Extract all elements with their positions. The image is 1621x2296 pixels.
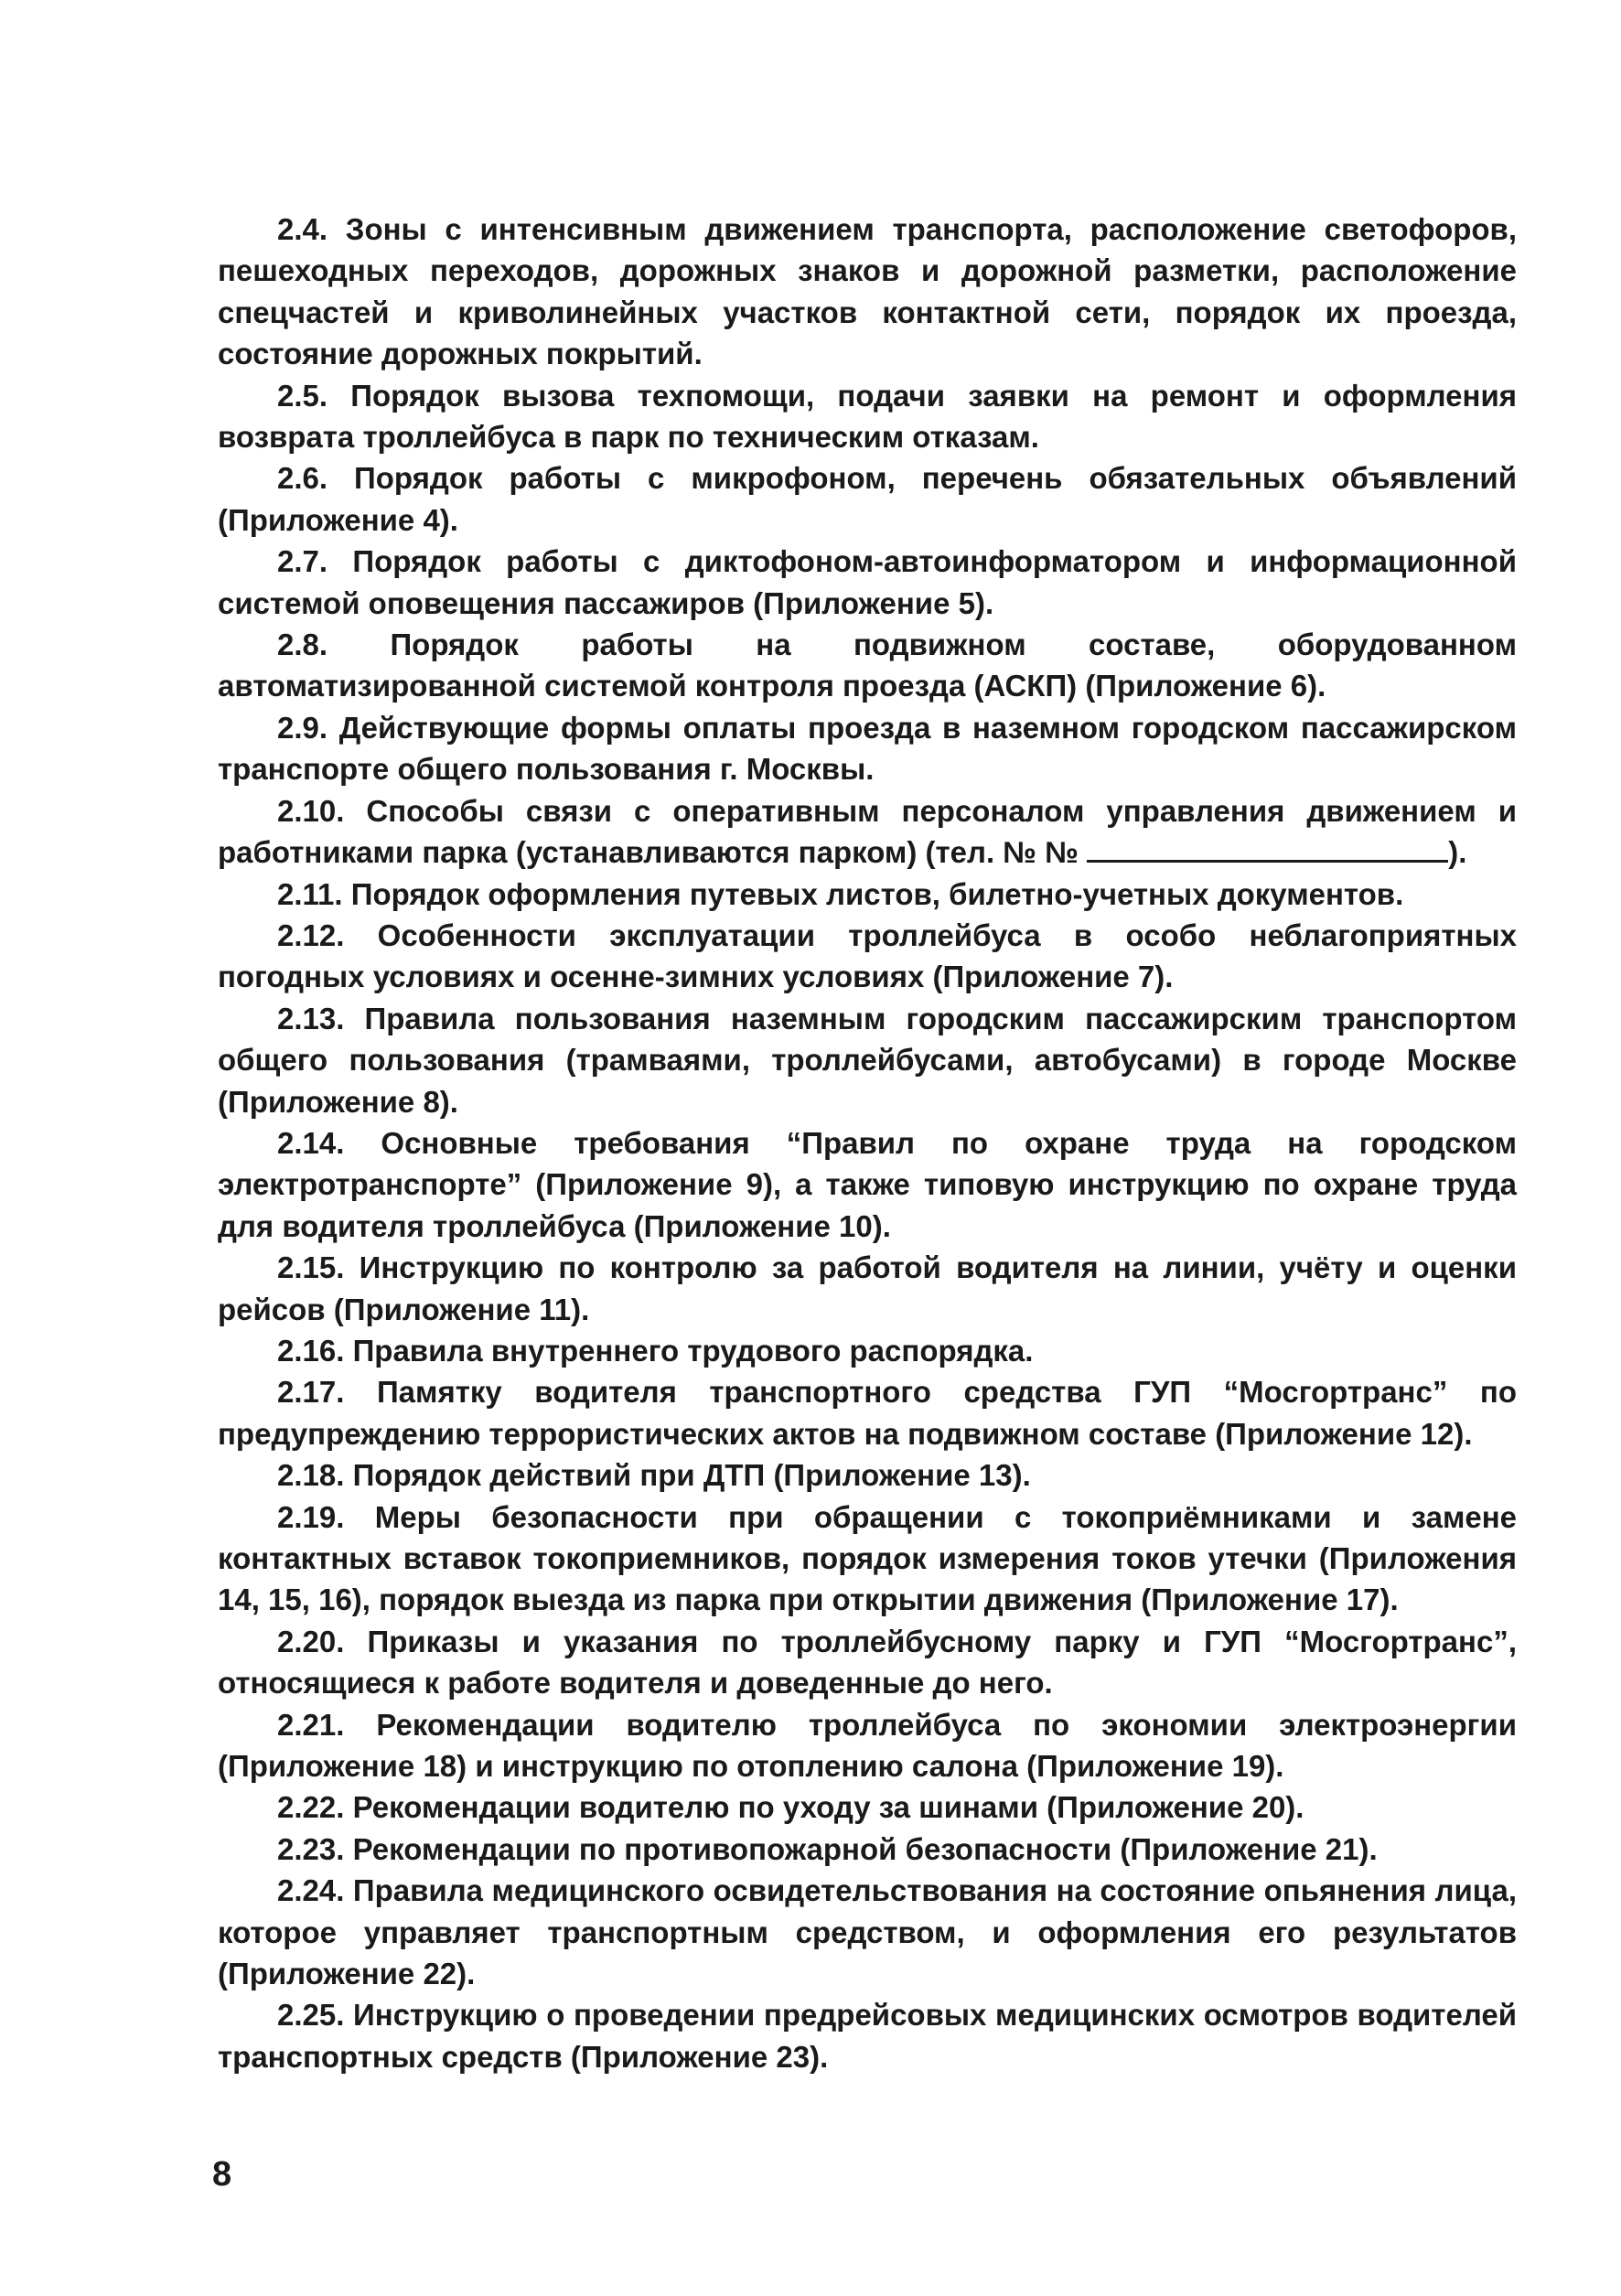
- paragraph-2-18: 2.18. Порядок действий при ДТП (Приложение 13).: [277, 1458, 1031, 1493]
- paragraph-2-8: 2.8. Порядок работы на подвижном составе, оборудованном автоматизированной системой контроля проезда (АСКП) (Приложение 6).: [218, 628, 1517, 703]
- paragraph-2-10-end: ).: [1448, 835, 1467, 870]
- paragraph-2-20: 2.20. Приказы и указания по троллейбусному парку и ГУП “Мосгортранс”, относящиеся к работе водителя и доведенные до него.: [218, 1624, 1517, 1701]
- paragraph-2-14: 2.14. Основные требования “Правил по охране труда на городском электротранспорте” (Приложение 9), а также типовую инструкцию по охране труда для водителя троллейбуса (Приложение 10).: [218, 1125, 1517, 1243]
- paragraph-2-12: 2.12. Особенности эксплуатации троллейбуса в особо неблагоприятных погодных условиях и осенне-зимних условиях (Приложение 7).: [218, 917, 1517, 994]
- document-body: [218, 209, 1517, 2077]
- paragraph-2-23: 2.23. Рекомендации по противопожарной безопасности (Приложение 21).: [277, 1831, 1378, 1866]
- paragraph-2-7: 2.7. Порядок работы с диктофоном-автоинформатором и информационной системой оповещения пассажиров (Приложение 5).: [218, 544, 1517, 620]
- paragraph-2-24: 2.24. Правила медицинского освидетельствования на состояние опьянения лица, которое управляет транспортным средством, и оформления его результатов (Приложение 22).: [218, 1873, 1517, 1991]
- paragraph-2-6: 2.6. Порядок работы с микрофоном, перечень обязательных объявлений (Приложение 4).: [218, 461, 1517, 537]
- paragraph-2-15: 2.15. Инструкцию по контролю за работой водителя на линии, учёту и оценки рейсов (Приложение 11).: [218, 1250, 1517, 1326]
- paragraph-2-21: 2.21. Рекомендации водителю троллейбуса по экономии электроэнергии (Приложение 18) и инструкцию по отоплению салона (Приложение 19).: [218, 1707, 1517, 1784]
- paragraph-2-19: 2.19. Меры безопасности при обращении с токоприёмниками и замене контактных вставок токоприемников, порядок измерения токов утечки (Приложения 14, 15, 16), порядок выезда из парка при открытии движения (Приложение 17).: [218, 1499, 1517, 1617]
- paragraph-2-11: 2.11. Порядок оформления путевых листов, билетно-учетных документов.: [277, 876, 1404, 911]
- page-number: 8: [212, 2155, 232, 2194]
- phone-blank-line: [1087, 832, 1448, 863]
- paragraph-2-22: 2.22. Рекомендации водителю по уходу за шинами (Приложение 20).: [277, 1790, 1304, 1825]
- paragraph-2-9: 2.9. Действующие формы оплаты проезда в наземном городском пассажирском транспорте общего пользования г. Москвы.: [218, 710, 1517, 787]
- paragraph-2-4: 2.4. Зоны с интенсивным движением транспорта, расположение светофоров, пешеходных переходов, дорожных знаков и дорожной разметки, расположение спецчастей и криволинейных участков контактной сети, порядок их проезда, состояние дорожных покрытий.: [218, 212, 1517, 371]
- paragraph-2-13: 2.13. Правила пользования наземным городским пассажирским транспортом общего пользования (трамваями, троллейбусами, автобусами) в городе Москве (Приложение 8).: [218, 1001, 1517, 1119]
- paragraph-2-25: 2.25. Инструкцию о проведении предрейсовых медицинских осмотров водителей транспортных средств (Приложение 23).: [218, 1998, 1517, 2074]
- paragraph-2-17: 2.17. Памятку водителя транспортного средства ГУП “Мосгортранс” по предупреждению террористических актов на подвижном составе (Приложение 12).: [218, 1375, 1517, 1451]
- paragraph-2-5: 2.5. Порядок вызова техпомощи, подачи заявки на ремонт и оформления возврата троллейбуса в парк по техническим отказам.: [218, 378, 1517, 455]
- paragraph-2-10: [218, 790, 1517, 874]
- paragraph-2-16: 2.16. Правила внутреннего трудового распорядка.: [277, 1333, 1034, 1368]
- paragraph-2-10-text: 2.10. Способы связи с оперативным персоналом управления движением и работниками парка (устанавливаются парком) (тел. № №: [218, 793, 1517, 870]
